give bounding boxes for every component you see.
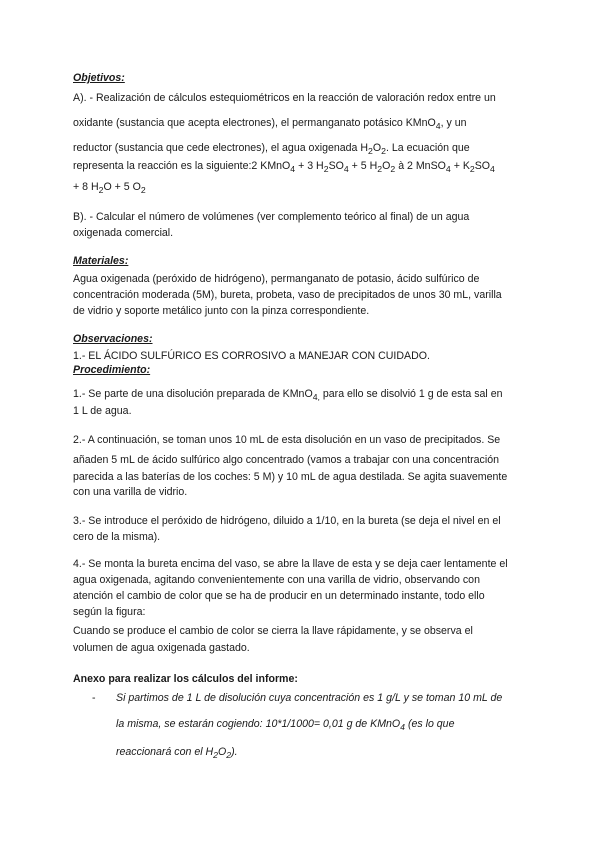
procedimiento-p2-line-1: 2.- A continuación, se toman unos 10 mL de esta disolución en un vaso de precipitados. Se — [73, 434, 501, 446]
procedimiento-p4-line-2: agua oxigenada, agitando convenientemente con una varilla de vidrio, observando con — [73, 574, 480, 586]
procedimiento-p4-line-1: 4.- Se monta la bureta encima del vaso, se abre la llave de esta y se deja caer lentamente el — [73, 558, 508, 570]
anexo-line-3: reaccionará con el $H_2O_2$). — [116, 746, 238, 761]
objetivos-heading: Objetivos: — [73, 72, 125, 84]
procedimiento-p5-line-1: Cuando se produce el cambio de color se cierra la llave rápidamente, y se observa el — [73, 625, 473, 637]
procedimiento-p1-line-1: 1.- Se parte de una disolución preparada de KMnO$_{4,}$ para ello se disolvió 1 g de esta sal en — [73, 388, 503, 403]
materiales-heading: Materiales: — [73, 255, 129, 267]
observaciones-heading: Observaciones: — [73, 333, 153, 345]
procedimiento-p5-line-2: volumen de agua oxigenada gastado. — [73, 642, 250, 654]
objetivos-b-line-2: oxigenada comercial. — [73, 227, 174, 239]
procedimiento-p2-line-3: parecida a las baterías de los coches: 5 M) y 10 mL de agua destilada. Se agita suavemente — [73, 471, 508, 483]
anexo-heading: Anexo para realizar los cálculos del informe: — [73, 673, 298, 685]
objetivos-a-line-2: oxidante (sustancia que acepta electrones), el permanganato potásico KMnO$_4$, y un — [73, 117, 467, 132]
objetivos-a-line-1: A). - Realización de cálculos estequiométricos en la reacción de valoración redox entre un — [73, 92, 496, 104]
reaction-equation-line: representa la reacción es la siguiente:2 KMnO$_4$ + 3 $H_2SO_4 + 5$ $H_2O_2$ à 2 MnSO$_4$ + $K_2SO_4$ — [73, 160, 495, 175]
materiales-line-2: concentración moderada (5M), bureta, probeta, vaso de precipitados de unos 30 mL, varilla — [73, 289, 502, 301]
procedimiento-p4-line-3: atención el cambio de color que se ha de producir en un determinado instante, todo ello — [73, 590, 485, 602]
procedimiento-p2-line-4: con una varilla de vidrio. — [73, 486, 188, 498]
materiales-line-3: de vidrio y soporte metálico junto con la pinza correspondiente. — [73, 305, 370, 317]
procedimiento-p3-line-2: cero de la misma). — [73, 531, 161, 543]
reaction-equation-line-2: + 8 $H_2O + 5$ $O_2$ — [73, 181, 146, 196]
anexo-line-1: Si partimos de 1 L de disolución cuya concentración es 1 g/L y se toman 10 mL de — [116, 692, 503, 704]
anexo-line-2: la misma, se estarán cogiendo: 10*1/1000= 0,01 g de KMnO$_4$ (es lo que — [116, 718, 455, 733]
observaciones-line: 1.- EL ÁCIDO SULFÚRICO ES CORROSIVO a MANEJAR CON CUIDADO. — [73, 350, 430, 362]
procedimiento-heading: Procedimiento: — [73, 364, 151, 376]
procedimiento-p3-line-1: 3.- Se introduce el peróxido de hidrógeno, diluido a 1/10, en la bureta (se deja el nivel en el — [73, 515, 501, 527]
procedimiento-p1-line-2: 1 L de agua. — [73, 405, 132, 417]
procedimiento-p4-line-4: según la figura: — [73, 606, 146, 618]
materiales-line-1: Agua oxigenada (peróxido de hidrógeno), permanganato de potasio, ácido sulfúrico de — [73, 273, 480, 285]
objetivos-a-line-3: reductor (sustancia que cede electrones), el agua oxigenada $H_2O_2$. La ecuación que — [73, 142, 470, 157]
anexo-bullet: - — [92, 692, 96, 704]
objetivos-b-line-1: B). - Calcular el número de volúmenes (ver complemento teórico al final) de un agua — [73, 211, 470, 223]
procedimiento-p2-line-2: añaden 5 mL de ácido sulfúrico algo concentrado (vamos a trabajar con una concentración — [73, 454, 499, 466]
